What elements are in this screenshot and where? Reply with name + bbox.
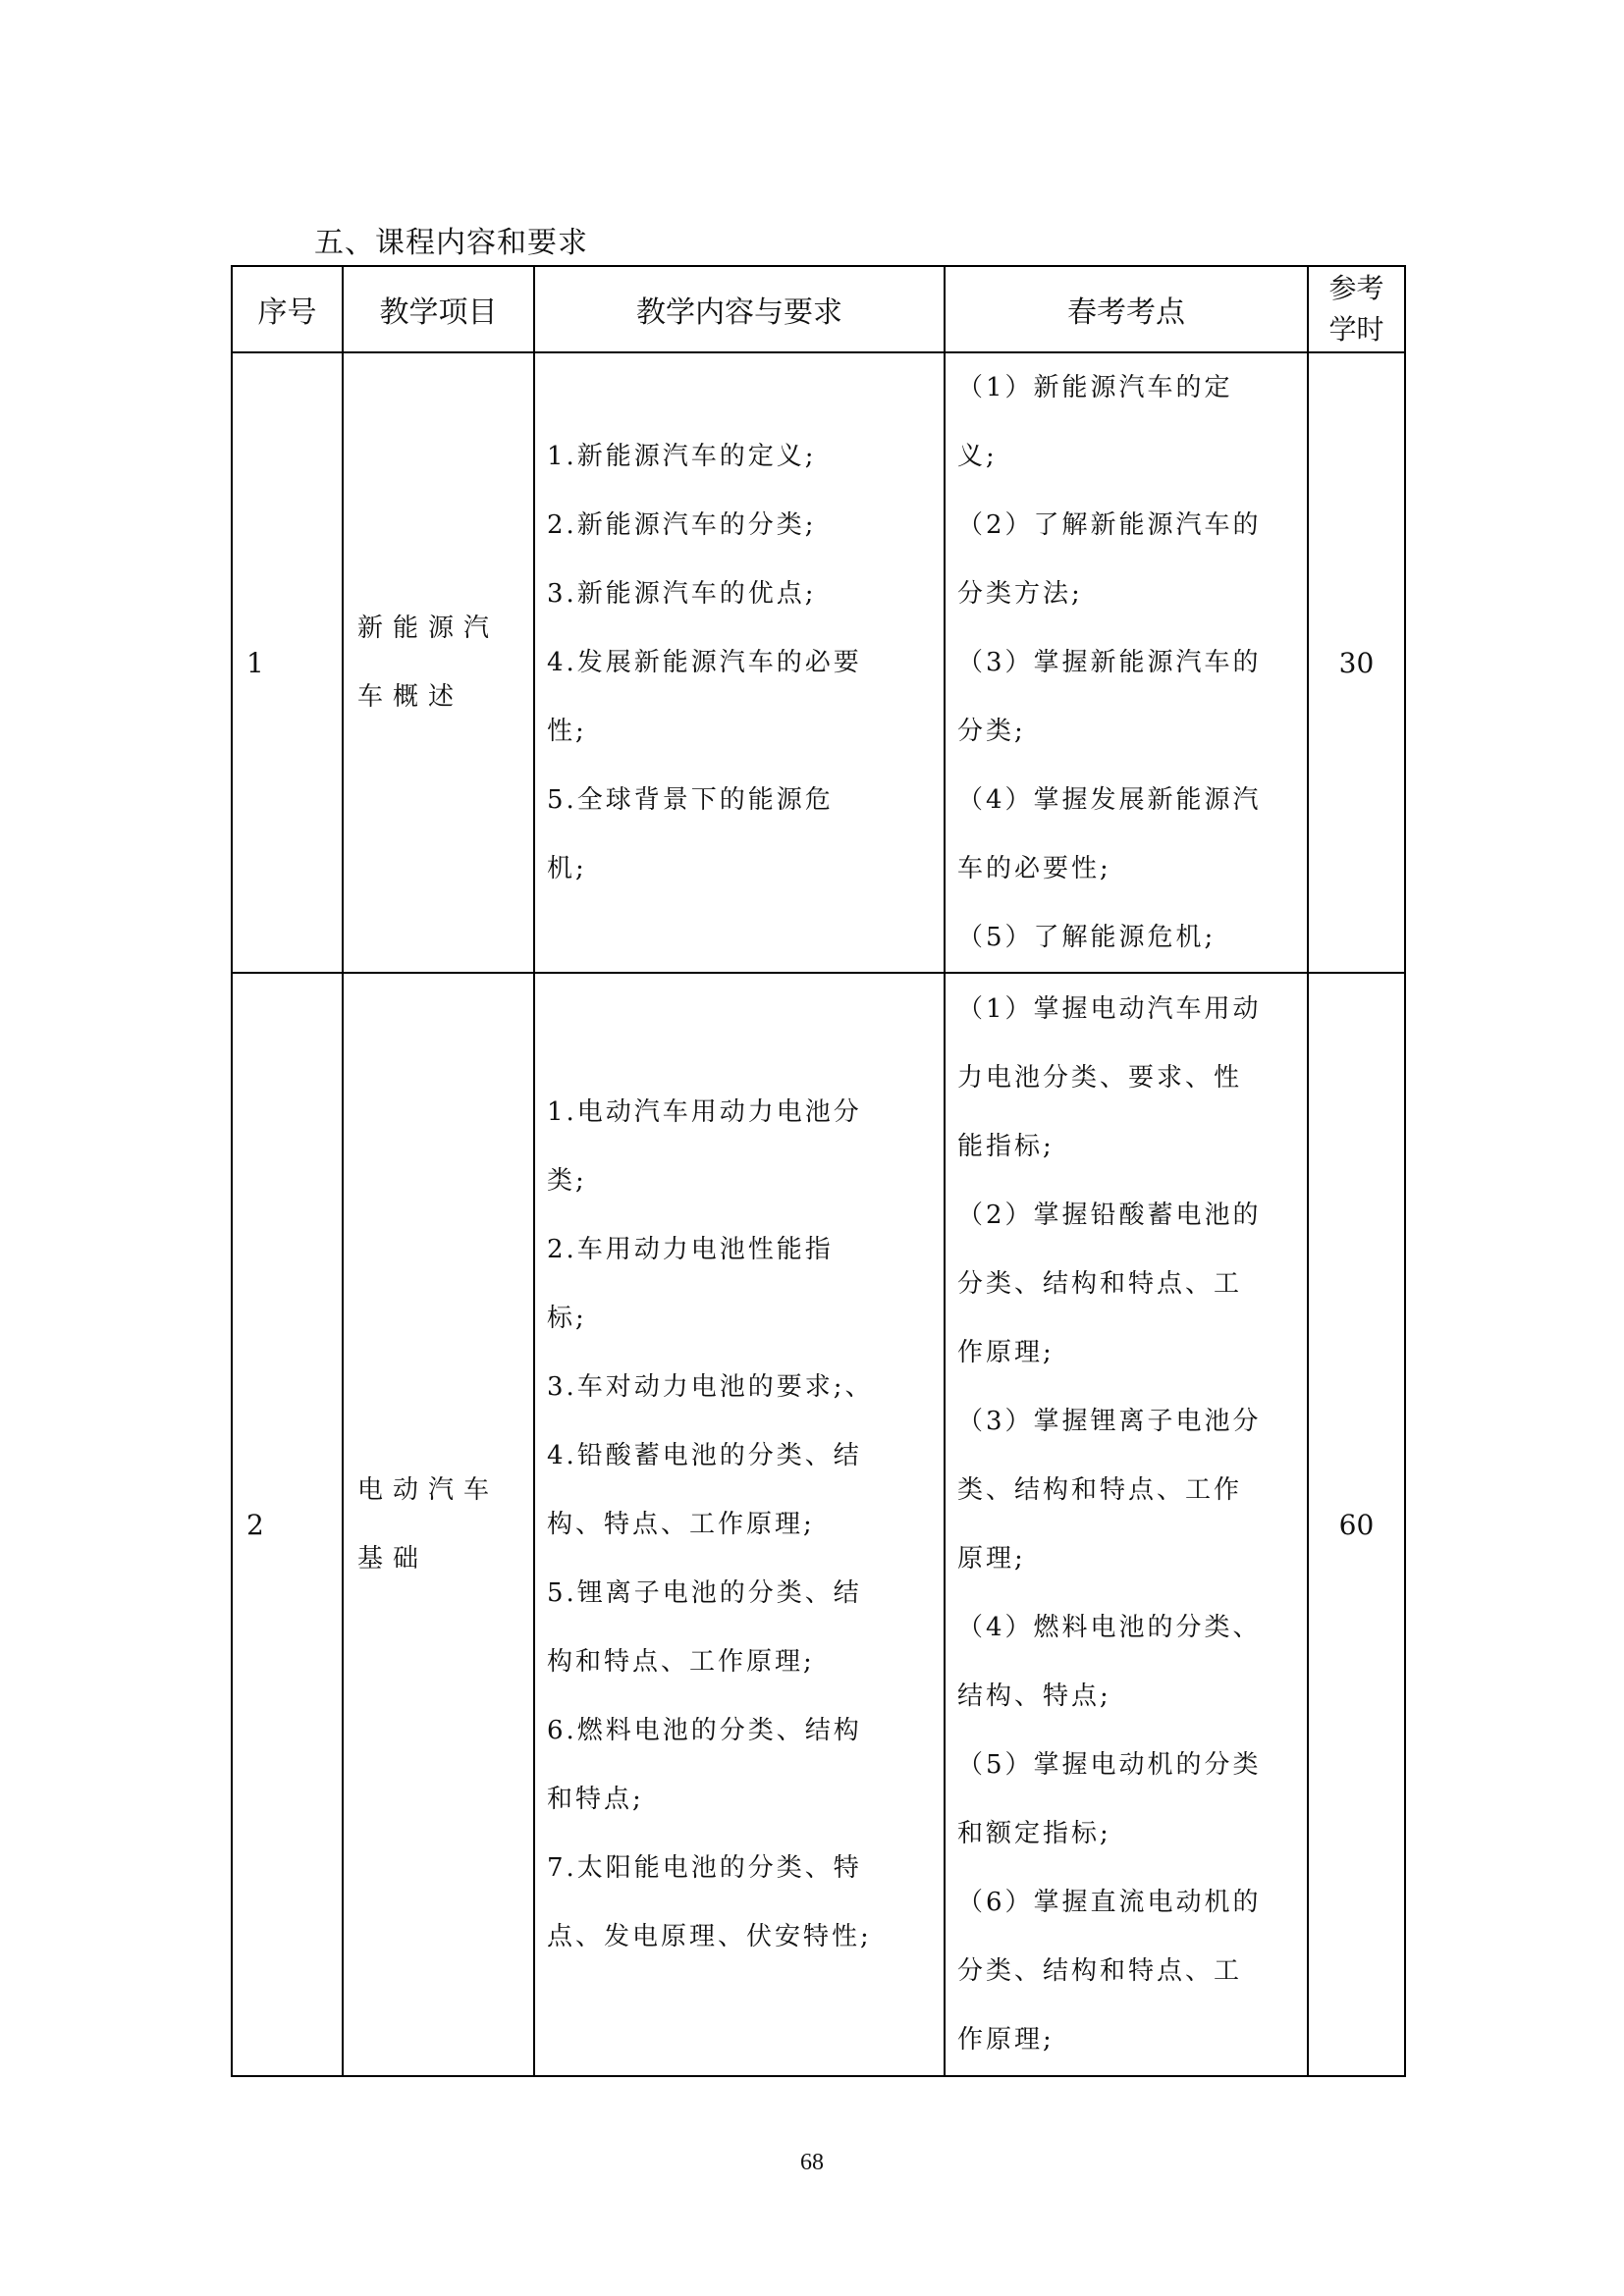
content-line: 5.全球背景下的能源危: [547, 785, 834, 815]
row-content: [534, 973, 945, 2076]
exam-line: 类、结构和特点、工作: [957, 1475, 1243, 1505]
exam-line: 分类;: [957, 717, 1026, 746]
row-exam-points: [945, 352, 1308, 973]
exam-line: 作原理;: [957, 2025, 1055, 2055]
exam-line: 结构、特点;: [957, 1682, 1111, 1711]
content-line: 5.锂离子电池的分类、结: [547, 1578, 862, 1608]
row-no: 2: [232, 973, 343, 2076]
content-line: 机;: [547, 854, 587, 883]
item-line: 基础: [357, 1544, 429, 1574]
exam-line: 和额定指标;: [957, 1819, 1111, 1848]
content-line: 4.发展新能源汽车的必要: [547, 648, 862, 677]
content-line: 构、特点、工作原理;: [547, 1510, 815, 1539]
content-line: 1.新能源汽车的定义;: [547, 442, 817, 471]
content-line: 点、发电原理、伏安特性;: [547, 1922, 872, 1951]
content-line: 类;: [547, 1166, 587, 1196]
row-item: [343, 352, 534, 973]
header-content: 教学内容与要求: [534, 266, 945, 352]
item-line: 电动汽车: [357, 1475, 500, 1505]
content-line: 和特点;: [547, 1785, 644, 1814]
item-line: 车概述: [357, 682, 464, 712]
row-hours: 60: [1308, 973, 1405, 2076]
section-title: 五、课程内容和要求: [314, 226, 588, 260]
exam-line: 能指标;: [957, 1132, 1055, 1161]
header-exam-points: 春考考点: [945, 266, 1308, 352]
exam-line: （1）掌握电动汽车用动: [957, 994, 1262, 1024]
content-line: 4.铅酸蓄电池的分类、结: [547, 1441, 862, 1470]
content-line: 性;: [547, 717, 587, 746]
exam-line: （4）燃料电池的分类、: [957, 1613, 1262, 1642]
content-line: 构和特点、工作原理;: [547, 1647, 815, 1677]
row-item: [343, 973, 534, 2076]
course-content-table: [231, 265, 1406, 2077]
exam-line: （4）掌握发展新能源汽: [957, 785, 1262, 815]
table-row: [232, 973, 1405, 2076]
header-hours-line2: 学时: [1328, 313, 1384, 346]
header-no: 序号: [232, 266, 343, 352]
content-line: 标;: [547, 1304, 587, 1333]
table-header-row: [232, 266, 1405, 352]
exam-line: 作原理;: [957, 1338, 1055, 1367]
item-line: 新能源汽: [357, 614, 500, 643]
content-line: 2.车用动力电池性能指: [547, 1235, 834, 1264]
exam-line: （1）新能源汽车的定: [957, 373, 1233, 402]
exam-line: （2）掌握铅酸蓄电池的: [957, 1201, 1262, 1230]
content-line: 6.燃料电池的分类、结构: [547, 1716, 862, 1745]
exam-line: （3）掌握锂离子电池分: [957, 1407, 1262, 1436]
row-content: [534, 352, 945, 973]
row-hours: 30: [1308, 352, 1405, 973]
header-item: 教学项目: [343, 266, 534, 352]
row-exam-points: [945, 973, 1308, 2076]
content-line: 2.新能源汽车的分类;: [547, 510, 817, 540]
exam-line: （5）了解能源危机;: [957, 923, 1217, 952]
page-number: 68: [800, 2150, 824, 2175]
table-row: [232, 352, 1405, 973]
exam-line: （5）掌握电动机的分类: [957, 1750, 1262, 1780]
exam-line: 力电池分类、要求、性: [957, 1063, 1243, 1093]
content-line: 1.电动汽车用动力电池分: [547, 1097, 862, 1127]
content-line: 7.太阳能电池的分类、特: [547, 1853, 862, 1883]
exam-line: 义;: [957, 442, 998, 471]
header-hours-line1: 参考: [1328, 272, 1384, 304]
exam-line: （6）掌握直流电动机的: [957, 1888, 1262, 1917]
content-line: 3.新能源汽车的优点;: [547, 579, 817, 609]
exam-line: 车的必要性;: [957, 854, 1111, 883]
content-line: 3.车对动力电池的要求;、: [547, 1372, 874, 1402]
exam-line: 原理;: [957, 1544, 1026, 1574]
exam-line: （3）掌握新能源汽车的: [957, 648, 1262, 677]
header-hours: [1308, 266, 1405, 352]
exam-line: （2）了解新能源汽车的: [957, 510, 1262, 540]
exam-line: 分类方法;: [957, 579, 1083, 609]
exam-line: 分类、结构和特点、工: [957, 1269, 1243, 1299]
exam-line: 分类、结构和特点、工: [957, 1956, 1243, 1986]
row-no: 1: [232, 352, 343, 973]
